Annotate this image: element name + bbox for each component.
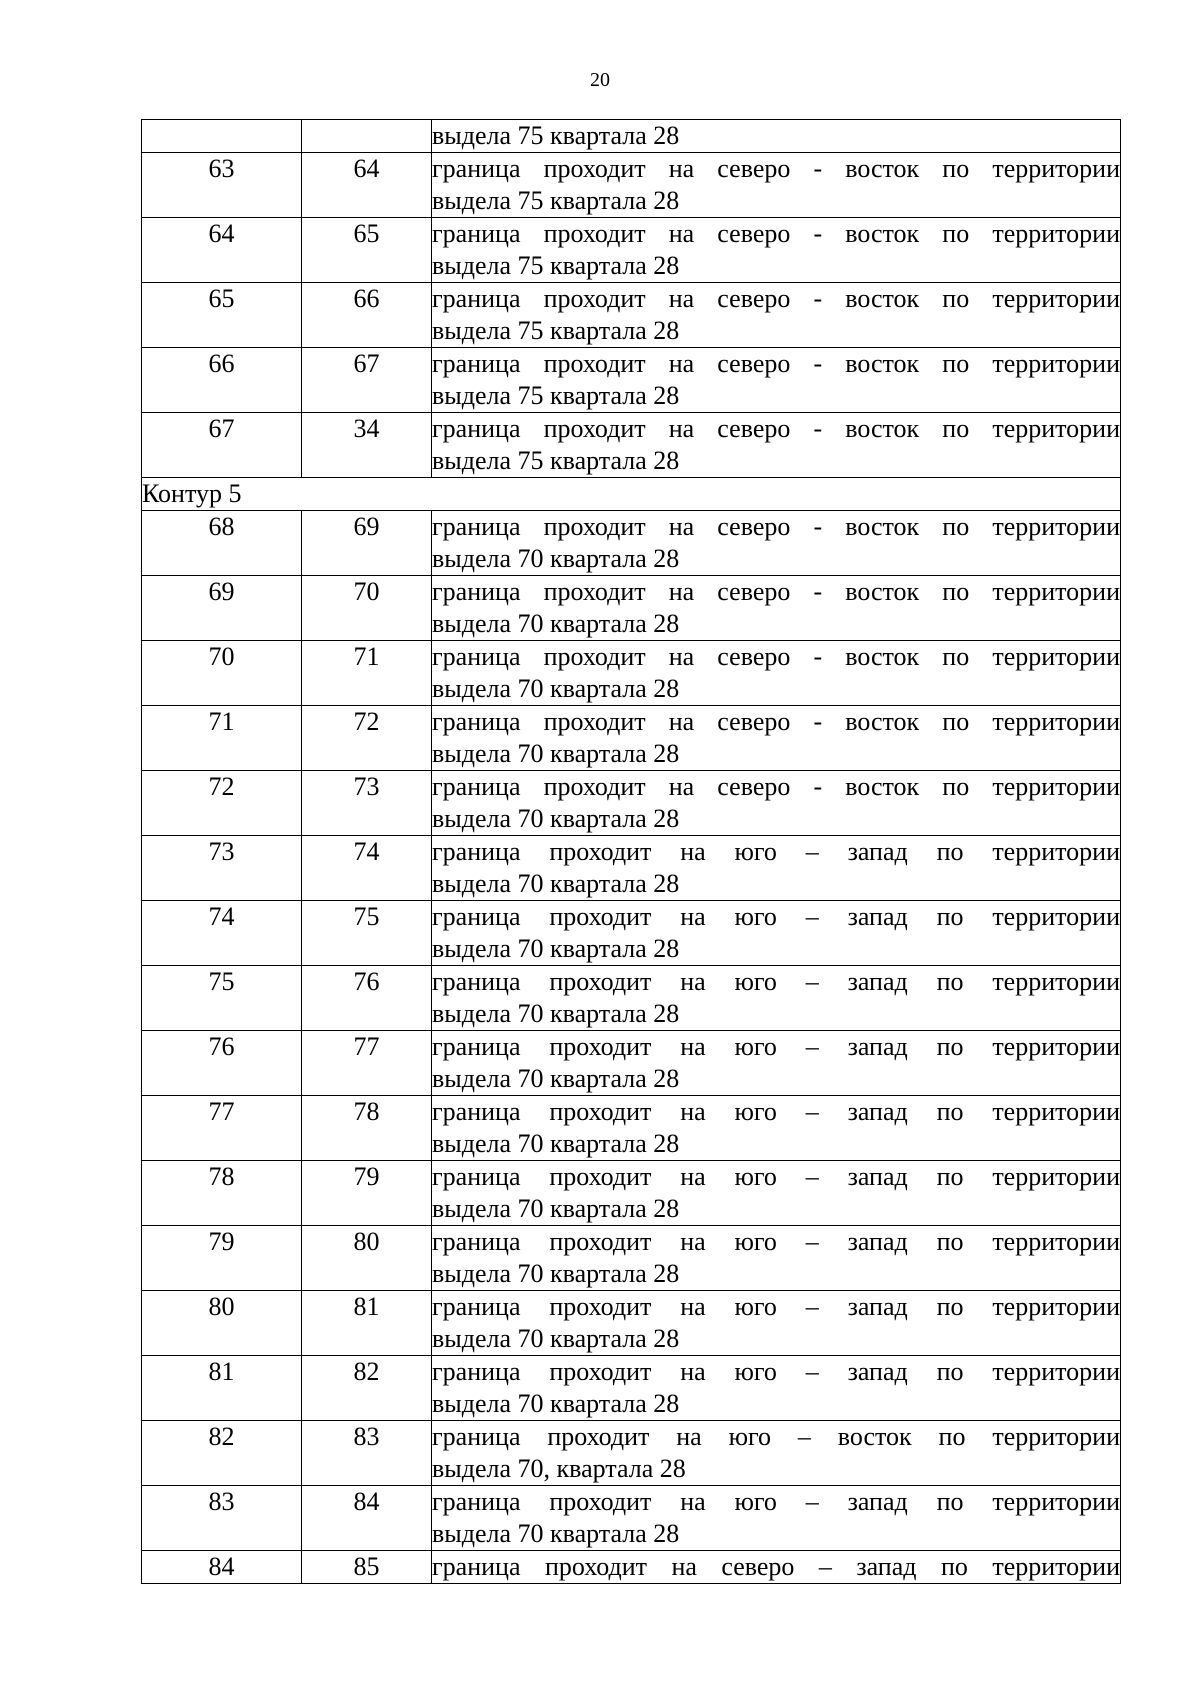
description-line-2: выдела 70 квартала 28 [432,999,680,1028]
description-line-2: выдела 75 квартала 28 [432,316,680,345]
section-label: Контур 5 [142,478,1121,511]
table-row [142,1226,1121,1291]
description-line-2: выдела 70 квартала 28 [432,544,680,573]
description-line-2: выдела 70 квартала 28 [432,1389,680,1418]
table-row [142,218,1121,283]
description-line-1: граница проходит на северо - восток по территории [432,219,1120,248]
cell-to: 70 [302,576,432,641]
cell-from: 72 [142,771,302,836]
description-line-1: граница проходит на юго – запад по территории [432,837,1120,866]
description-line-1: граница проходит на северо - восток по территории [432,284,1120,313]
cell-description [432,706,1121,771]
boundary-table [141,119,1121,1584]
description-line-1: граница проходит на юго – запад по территории [432,1487,1120,1516]
cell-to: 73 [302,771,432,836]
cell-description [432,641,1121,706]
description-line-2: выдела 70 квартала 28 [432,1259,680,1288]
cell-from: 74 [142,901,302,966]
description-line-2: выдела 70 квартала 28 [432,739,680,768]
description-line-2: выдела 70 квартала 28 [432,804,680,833]
cell-to: 66 [302,283,432,348]
cell-to: 64 [302,153,432,218]
cell-from: 64 [142,218,302,283]
table-row [142,348,1121,413]
cell-description [432,511,1121,576]
description-line-2: выдела 75 квартала 28 [432,186,680,215]
cell-from: 63 [142,153,302,218]
cell-to [302,120,432,153]
description-line-1: граница проходит на юго – запад по территории [432,1292,1120,1321]
description-line-1: граница проходит на северо - восток по территории [432,642,1120,671]
description-line-1: граница проходит на северо - восток по территории [432,577,1120,606]
description-line-2: выдела 70 квартала 28 [432,1194,680,1223]
table-row [142,1356,1121,1421]
cell-to: 74 [302,836,432,901]
description-line-2: выдела 70 квартала 28 [432,934,680,963]
cell-to: 77 [302,1031,432,1096]
cell-description [432,218,1121,283]
cell-description [432,576,1121,641]
page-number: 20 [590,69,610,91]
cell-to: 75 [302,901,432,966]
description-line-1: граница проходит на северо - восток по территории [432,772,1120,801]
cell-from: 76 [142,1031,302,1096]
table-row [142,413,1121,478]
description-line-1: граница проходит на юго – запад по территории [432,1097,1120,1126]
cell-description [432,1161,1121,1226]
description-line-2: выдела 70 квартала 28 [432,1324,680,1353]
description-text: выдела 75 квартала 28 [432,121,680,150]
cell-description [432,901,1121,966]
table-row [142,1161,1121,1226]
table-row [142,283,1121,348]
cell-to: 84 [302,1486,432,1551]
cell-to: 78 [302,1096,432,1161]
table-row [142,966,1121,1031]
table-row [142,1096,1121,1161]
cell-description [432,153,1121,218]
cell-from: 66 [142,348,302,413]
description-line-2: выдела 75 квартала 28 [432,446,680,475]
cell-to: 65 [302,218,432,283]
description-line-1: граница проходит на юго – запад по территории [432,1032,1120,1061]
table-body [142,120,1121,1584]
description-line-2: выдела 70 квартала 28 [432,1129,680,1158]
cell-description [432,348,1121,413]
cell-description [432,966,1121,1031]
description-line-1: граница проходит на юго – запад по территории [432,1357,1120,1386]
description-line-2: выдела 70 квартала 28 [432,674,680,703]
description-line-1: граница проходит на юго – восток по территории [432,1422,1120,1451]
cell-to: 69 [302,511,432,576]
cell-to: 85 [302,1551,432,1584]
description-line-1: граница проходит на юго – запад по территории [432,1227,1120,1256]
description-line-2: выдела 70 квартала 28 [432,869,680,898]
table-row [142,1551,1121,1584]
cell-to: 83 [302,1421,432,1486]
description-line-1: граница проходит на юго – запад по территории [432,967,1120,996]
cell-from [142,120,302,153]
cell-from: 80 [142,1291,302,1356]
cell-to: 80 [302,1226,432,1291]
cell-description [432,1031,1121,1096]
cell-from: 68 [142,511,302,576]
cell-from: 69 [142,576,302,641]
table-row [142,1031,1121,1096]
cell-description [432,413,1121,478]
description-line-2: выдела 70, квартала 28 [432,1454,686,1483]
description-line-1: граница проходит на юго – запад по территории [432,1162,1120,1191]
cell-from: 73 [142,836,302,901]
table-row [142,1421,1121,1486]
cell-description [432,836,1121,901]
cell-from: 79 [142,1226,302,1291]
section-row [142,478,1121,511]
table-row [142,901,1121,966]
description-line-1: граница проходит на северо - восток по территории [432,707,1120,736]
cell-to: 79 [302,1161,432,1226]
cell-to: 71 [302,641,432,706]
description-line-1: граница проходит на северо - восток по территории [432,414,1120,443]
cell-from: 81 [142,1356,302,1421]
cell-from: 65 [142,283,302,348]
description-line-2: выдела 70 квартала 28 [432,609,680,638]
cell-description [432,1291,1121,1356]
cell-from: 71 [142,706,302,771]
description-line-1: граница проходит на северо - восток по территории [432,154,1120,183]
cell-description [432,1551,1121,1584]
description-line-2: выдела 75 квартала 28 [432,381,680,410]
table-row [142,511,1121,576]
cell-to: 82 [302,1356,432,1421]
cell-from: 67 [142,413,302,478]
description-line-1: граница проходит на северо – запад по территории [432,1552,1120,1581]
table-row [142,576,1121,641]
cell-to: 76 [302,966,432,1031]
cell-description [432,1421,1121,1486]
table-row [142,1291,1121,1356]
description-line-2: выдела 70 квартала 28 [432,1519,680,1548]
cell-from: 78 [142,1161,302,1226]
cell-description [432,1226,1121,1291]
cell-description [432,1356,1121,1421]
description-line-1: граница проходит на северо - восток по территории [432,512,1120,541]
cell-from: 77 [142,1096,302,1161]
table-row [142,1486,1121,1551]
cell-to: 81 [302,1291,432,1356]
cell-from: 83 [142,1486,302,1551]
table-row [142,836,1121,901]
cell-description [432,771,1121,836]
table-row [142,706,1121,771]
cell-description [432,1486,1121,1551]
cell-from: 75 [142,966,302,1031]
cell-to: 67 [302,348,432,413]
cell-description [432,1096,1121,1161]
table-row [142,153,1121,218]
description-line-1: граница проходит на северо - восток по территории [432,349,1120,378]
cell-description [432,283,1121,348]
table-row-continuation [142,120,1121,153]
cell-from: 82 [142,1421,302,1486]
cell-from: 70 [142,641,302,706]
description-line-2: выдела 75 квартала 28 [432,251,680,280]
cell-to: 34 [302,413,432,478]
description-line-1: граница проходит на юго – запад по территории [432,902,1120,931]
cell-from: 84 [142,1551,302,1584]
cell-description [432,120,1121,153]
table-row [142,771,1121,836]
table-row [142,641,1121,706]
cell-to: 72 [302,706,432,771]
description-line-2: выдела 70 квартала 28 [432,1064,680,1093]
